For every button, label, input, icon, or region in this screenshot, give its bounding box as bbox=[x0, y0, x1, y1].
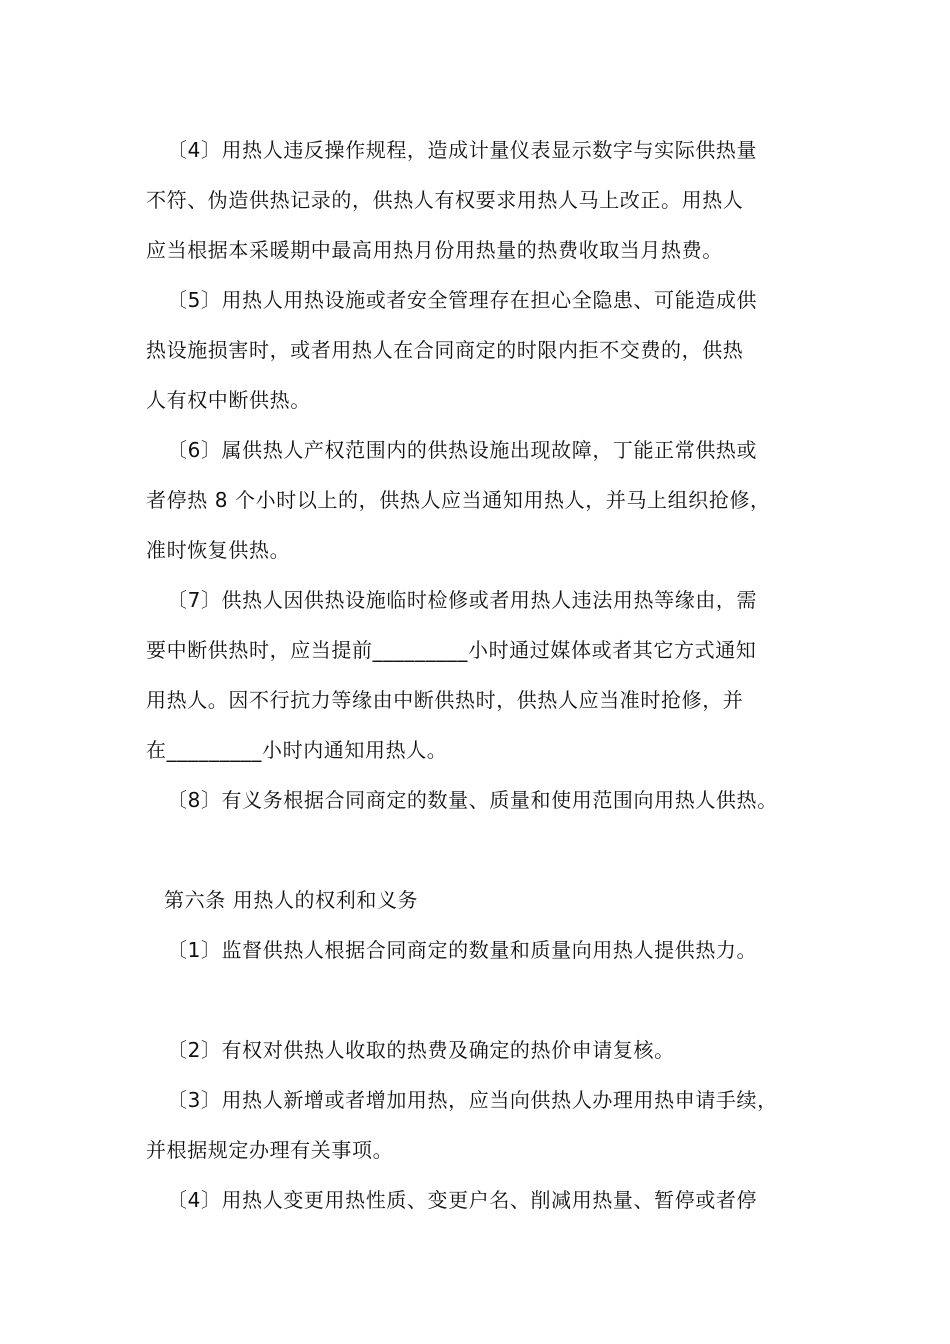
paragraph-line: 者停热 8 个小时以上的，供热人应当通知用热人，并马上组织抢修， bbox=[146, 488, 771, 512]
paragraph-line: 〔3〕用热人新增或者增加用热，应当向供热人办理用热申请手续， bbox=[167, 1088, 778, 1112]
paragraph-line: 〔8〕有义务根据合同商定的数量、质量和使用范围向用热人供热。 bbox=[167, 788, 778, 812]
paragraph-line: 〔2〕有权对供热人收取的热费及确定的热价申请复核。 bbox=[167, 1038, 675, 1062]
paragraph-line: 并根据规定办理有关事项。 bbox=[146, 1138, 394, 1162]
paragraph-line: 热设施损害时，或者用热人在合同商定的时限内拒不交费的，供热 bbox=[146, 338, 744, 362]
paragraph-line: 应当根据本采暖期中最高用热月份用热量的热费收取当月热费。 bbox=[146, 238, 723, 262]
paragraph-line: 人有权中断供热。 bbox=[146, 388, 311, 412]
section-heading: 第六条 用热人的权利和义务 bbox=[164, 888, 419, 912]
paragraph-line: 准时恢复供热。 bbox=[146, 538, 291, 562]
paragraph-line: 〔4〕用热人变更用热性质、变更户名、削减用热量、暂停或者停 bbox=[167, 1188, 758, 1212]
paragraph-line: 〔7〕供热人因供热设施临时检修或者用热人违法用热等缘由，需 bbox=[167, 588, 758, 612]
paragraph-line: 要中断供热时，应当提前_________小时通过媒体或者其它方式通知 bbox=[146, 638, 757, 662]
paragraph-line: 〔6〕属供热人产权范围内的供热设施出现故障，丁能正常供热或 bbox=[167, 438, 758, 462]
paragraph-line: 在_________小时内通知用热人。 bbox=[146, 738, 448, 762]
paragraph-line: 用热人。因不行抗力等缘由中断供热时，供热人应当准时抢修，并 bbox=[146, 688, 744, 712]
paragraph-line: 不符、伪造供热记录的，供热人有权要求用热人马上改正。用热人 bbox=[146, 188, 744, 212]
paragraph-line: 〔4〕用热人违反操作规程，造成计量仪表显示数字与实际供热量 bbox=[167, 138, 758, 162]
paragraph-line: 〔1〕监督供热人根据合同商定的数量和质量向用热人提供热力。 bbox=[167, 938, 758, 962]
paragraph-line: 〔5〕用热人用热设施或者安全管理存在担心全隐患、可能造成供 bbox=[167, 288, 758, 312]
